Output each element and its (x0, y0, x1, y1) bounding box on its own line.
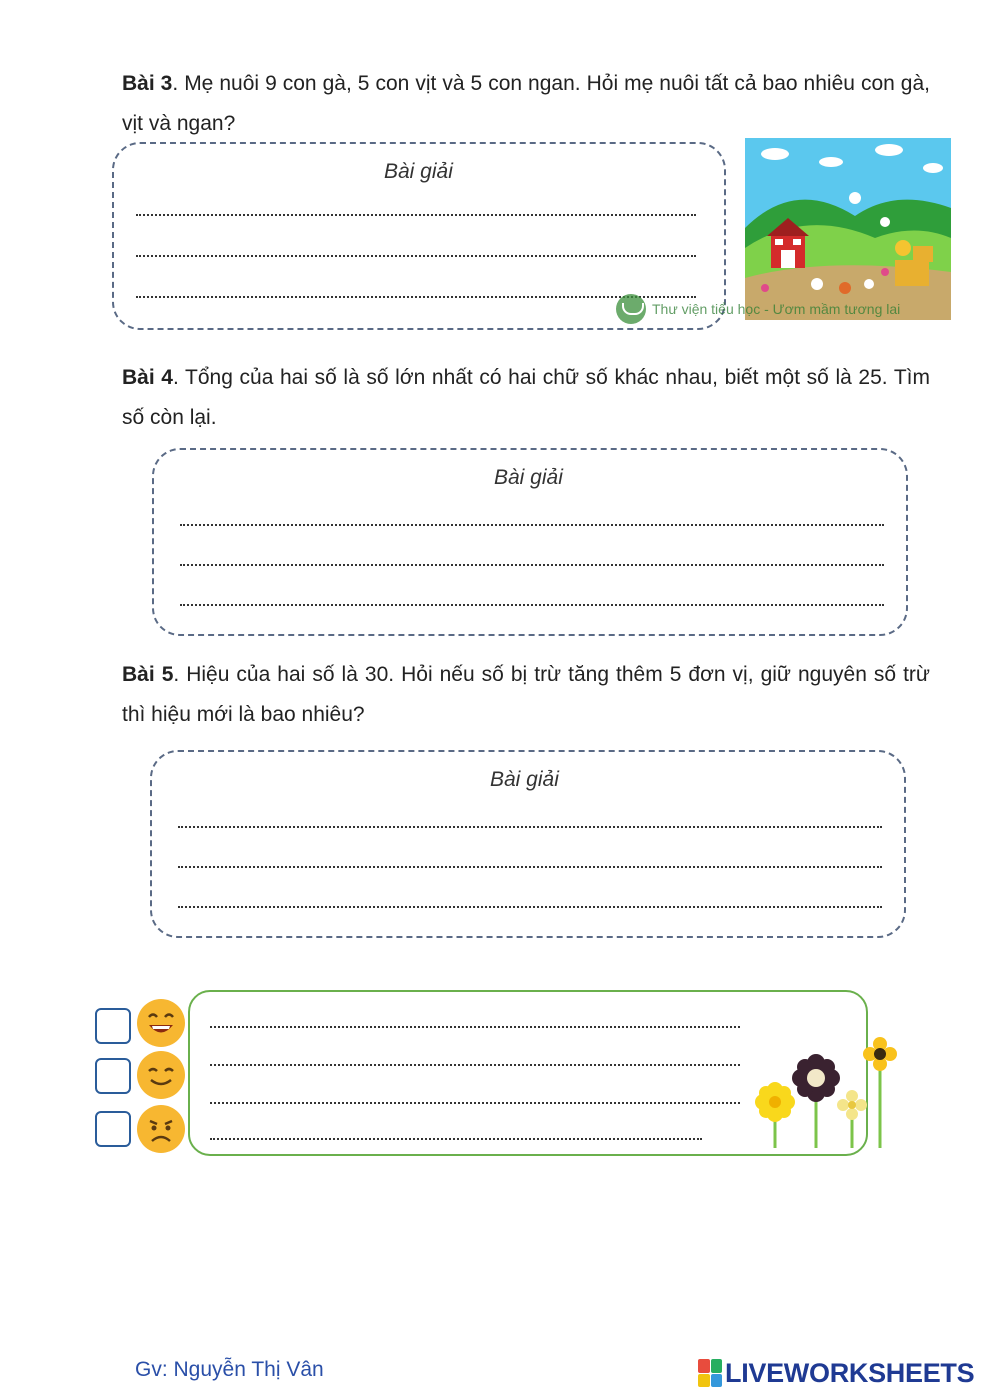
answer-box-5 (150, 750, 906, 938)
answer-line-4-1[interactable] (180, 524, 884, 526)
answer-line-4-3[interactable] (180, 604, 884, 606)
reflection-line-4[interactable] (210, 1138, 702, 1140)
answer-line-5-2[interactable] (178, 866, 882, 868)
assessment-checkbox-3[interactable] (95, 1111, 131, 1147)
problem-3-body: . Mẹ nuôi 9 con gà, 5 con vịt và 5 con ngan. Hỏi mẹ nuôi tất cả bao nhiêu con gà, vịt và ngan? (122, 72, 930, 135)
reflection-line-3[interactable] (210, 1102, 740, 1104)
brand-text: LIVEWORKSHEETS (725, 1357, 975, 1388)
problem-3-text (122, 64, 930, 144)
problem-5-text (122, 655, 930, 735)
problem-4-body: . Tổng của hai số là số lớn nhất có hai chữ số khác nhau, biết một số là 25. Tìm số còn lại. (122, 366, 930, 429)
problem-5-body: . Hiệu của hai số là 30. Hỏi nếu số bị trừ tăng thêm 5 đơn vị, giữ nguyên số trừ thì hiệu mới là bao nhiêu? (122, 663, 930, 726)
liveworksheets-logo-icon (698, 1359, 722, 1387)
answer-line-4-2[interactable] (180, 564, 884, 566)
sad-face-icon (136, 1104, 186, 1154)
problem-4-label: Bài 4 (122, 366, 173, 389)
answer-line-3-2[interactable] (136, 255, 696, 257)
assessment-checkbox-2[interactable] (95, 1058, 131, 1094)
answer-title-4: Bài giải (494, 466, 563, 489)
problem-4-text (122, 358, 930, 438)
reflection-line-2[interactable] (210, 1064, 740, 1066)
laughing-face-icon (136, 998, 186, 1048)
teacher-name: Gv: Nguyễn Thị Vân (135, 1358, 324, 1381)
answer-line-3-3[interactable] (136, 296, 696, 298)
farm-illustration (745, 138, 951, 320)
smiling-face-icon (136, 1050, 186, 1100)
answer-line-5-1[interactable] (178, 826, 882, 828)
problem-3-label: Bài 3 (122, 72, 173, 95)
problem-5-label: Bài 5 (122, 663, 174, 686)
watermark-text: Thư viện tiểu học - Ươm mầm tương lai (652, 301, 901, 317)
library-logo-icon (616, 294, 646, 324)
assessment-checkbox-1[interactable] (95, 1008, 131, 1044)
answer-line-5-3[interactable] (178, 906, 882, 908)
reflection-line-1[interactable] (210, 1026, 740, 1028)
brand-logo (698, 1356, 974, 1390)
answer-title-3: Bài giải (384, 160, 453, 183)
answer-box-4 (152, 448, 908, 636)
answer-line-3-1[interactable] (136, 214, 696, 216)
answer-title-5: Bài giải (490, 768, 559, 791)
watermark (616, 294, 976, 324)
flowers-decoration (740, 1030, 910, 1152)
